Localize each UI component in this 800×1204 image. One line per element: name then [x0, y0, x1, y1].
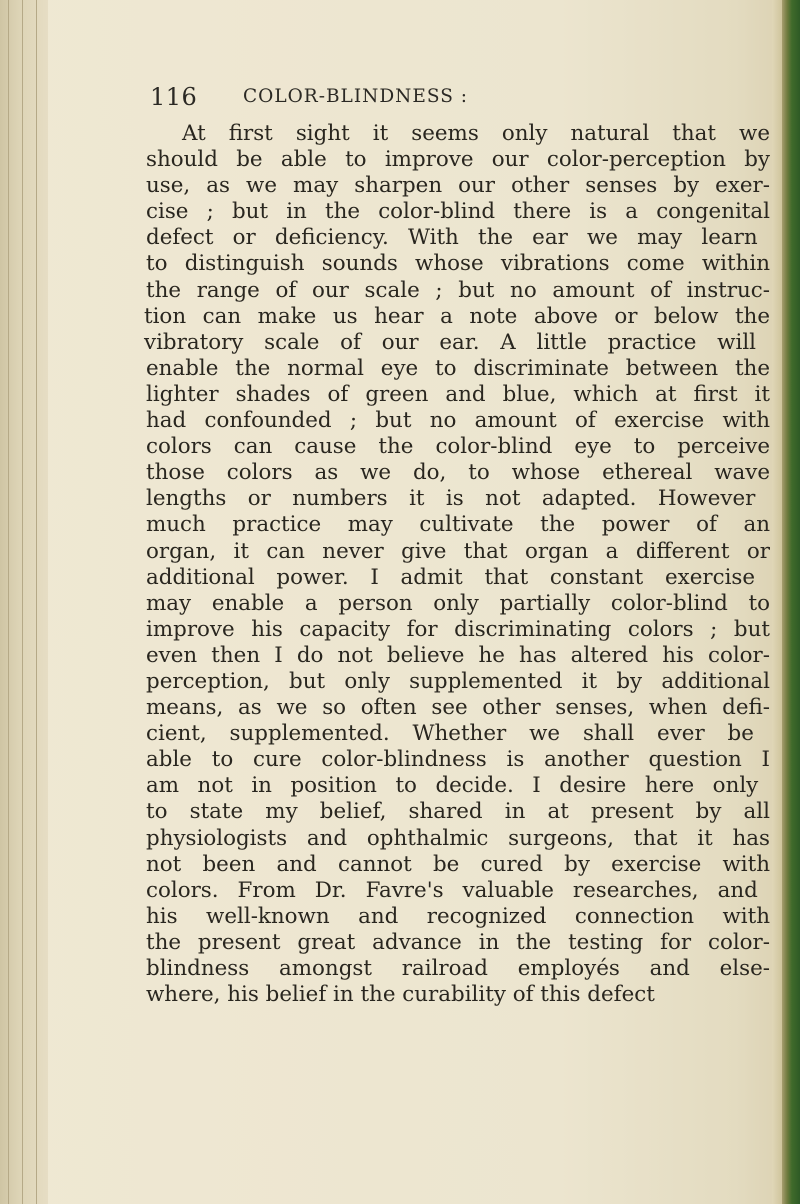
- text-line: able to cure color-blindness is another question I: [146, 747, 770, 773]
- body-text: [120, 121, 770, 1008]
- running-head: COLOR-BLINDNESS :: [243, 86, 468, 107]
- text-line: improve his capacity for discriminating colors ; but: [146, 616, 770, 642]
- text-line: the present great advance in the testing for color-: [146, 929, 770, 955]
- text-line: to distinguish sounds whose vibrations come within: [146, 251, 770, 277]
- text-line: use, as we may sharpen our other senses by exer-: [146, 173, 770, 199]
- text-line: enable the normal eye to discriminate between the: [146, 355, 770, 381]
- text-line: blindness amongst railroad employés and else-: [146, 956, 770, 981]
- text-line: At first sight it seems only natural that we: [182, 121, 770, 146]
- text-line: should be able to improve our color-perception by: [146, 147, 770, 173]
- text-line: colors. From Dr. Favre's valuable researches, and: [146, 877, 758, 903]
- page-edge: [772, 0, 782, 1204]
- book-cover-edge: [782, 0, 800, 1204]
- text-line: defect or deficiency. With the ear we may learn: [146, 225, 758, 251]
- text-line: means, as we so often see other senses, when defi-: [146, 695, 770, 721]
- text-line: his well-known and recognized connection with: [146, 903, 770, 929]
- text-line: cient, supplemented. Whether we shall ever be: [146, 721, 754, 747]
- text-line: lengths or numbers it is not adapted. However: [146, 486, 756, 512]
- text-line: much practice may cultivate the power of an: [146, 512, 770, 538]
- text-line: perception, but only supplemented it by additional: [146, 668, 770, 694]
- text-line: not been and cannot be cured by exercise with: [146, 851, 770, 877]
- text-line: the range of our scale ; but no amount of instruc-: [146, 277, 770, 303]
- page-gutter: [0, 0, 48, 1204]
- text-line: tion can make us hear a note above or below the: [144, 303, 770, 329]
- page-number: 116: [150, 83, 198, 111]
- gutter-edge: [22, 0, 23, 1204]
- text-line: even then I do not believe he has altered his color-: [146, 642, 770, 668]
- text-line: cise ; but in the color-blind there is a congenital: [146, 199, 770, 225]
- text-line: may enable a person only partially color-blind to: [146, 590, 770, 616]
- page-header: [150, 83, 750, 117]
- text-line: physiologists and ophthalmic surgeons, that it has: [146, 825, 770, 851]
- text-line: those colors as we do, to whose ethereal wave: [146, 460, 770, 486]
- text-line: had confounded ; but no amount of exercise with: [146, 408, 770, 434]
- text-line: additional power. I admit that constant exercise: [146, 564, 756, 590]
- text-line: organ, it can never give that organ a different or: [146, 538, 770, 564]
- text-line: am not in position to decide. I desire here only: [146, 773, 759, 799]
- text-line: lighter shades of green and blue, which at first it: [146, 381, 770, 407]
- gutter-edge: [36, 0, 37, 1204]
- text-line: colors can cause the color-blind eye to perceive: [146, 434, 770, 460]
- text-line: vibratory scale of our ear. A little practice will: [144, 329, 757, 355]
- gutter-edge: [8, 0, 9, 1204]
- text-line: to state my belief, shared in at present by all: [146, 799, 770, 825]
- text-line: where, his belief in the curability of this defect: [146, 982, 655, 1008]
